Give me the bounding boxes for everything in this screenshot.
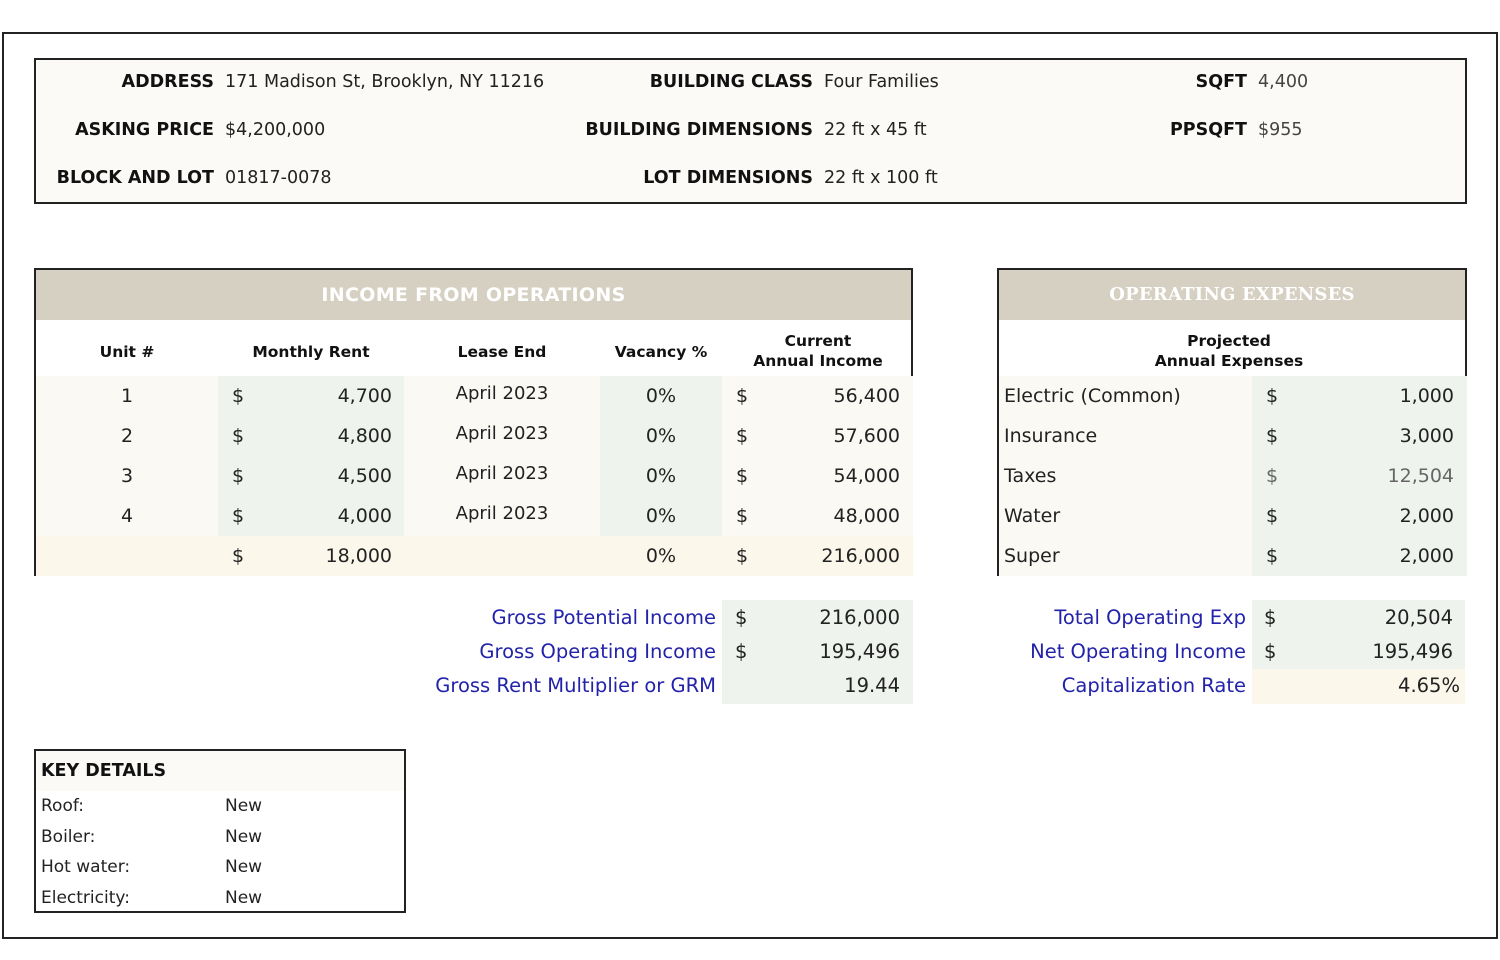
total-annual-value: 216,000 bbox=[821, 545, 900, 567]
total-rent-currency: $ bbox=[232, 545, 245, 567]
expense-currency: $ bbox=[1266, 465, 1279, 487]
expense-currency: $ bbox=[1266, 385, 1279, 407]
income-metric-value: 19.44 bbox=[844, 674, 900, 697]
expenses-table bbox=[997, 268, 1467, 576]
monthly-rent-value: 4,800 bbox=[337, 425, 392, 447]
income-title: INCOME FROM OPERATIONS bbox=[36, 270, 911, 320]
expense-metric-value: 20,504 bbox=[1384, 606, 1453, 629]
sqft-label: SQFT bbox=[1195, 72, 1247, 92]
block-lot-label: BLOCK AND LOT bbox=[56, 168, 214, 188]
annual-income-value: 54,000 bbox=[833, 465, 900, 487]
vacancy-value: 0% bbox=[645, 505, 677, 527]
building-class-label: BUILDING CLASS bbox=[649, 72, 813, 92]
unit-number: 3 bbox=[120, 465, 134, 487]
key-detail-label: Hot water: bbox=[41, 857, 131, 877]
building-dimensions-label: BUILDING DIMENSIONS bbox=[585, 120, 813, 140]
expense-currency: $ bbox=[1266, 425, 1279, 447]
monthly-rent-value: 4,700 bbox=[337, 385, 392, 407]
income-table bbox=[34, 268, 913, 576]
expense-label: Super bbox=[1004, 545, 1060, 567]
key-detail-label: Electricity: bbox=[41, 887, 130, 908]
total-rent-value: 18,000 bbox=[325, 545, 392, 567]
expense-label: Water bbox=[1004, 505, 1061, 527]
col-header-projected-expenses bbox=[1129, 331, 1329, 371]
key-detail-value: New bbox=[225, 796, 263, 816]
address-value: 171 Madison St, Brooklyn, NY 11216 bbox=[225, 72, 545, 92]
address-label: ADDRESS bbox=[121, 72, 214, 92]
income-metric-currency: $ bbox=[735, 606, 748, 629]
monthly-rent-value: 4,500 bbox=[337, 465, 392, 487]
rent-currency: $ bbox=[232, 465, 245, 487]
expense-value: 2,000 bbox=[1399, 545, 1454, 567]
expense-currency: $ bbox=[1266, 545, 1279, 567]
expense-metric-currency: $ bbox=[1264, 640, 1277, 663]
unit-number: 2 bbox=[120, 425, 134, 447]
income-metric-value: 195,496 bbox=[819, 640, 900, 663]
asking-price-label: ASKING PRICE bbox=[75, 120, 214, 140]
vacancy-value: 0% bbox=[645, 465, 677, 487]
annual-currency: $ bbox=[736, 425, 749, 447]
unit-number: 1 bbox=[120, 385, 134, 407]
building-class-value: Four Families bbox=[824, 72, 939, 92]
ppsqft-value: $955 bbox=[1258, 120, 1303, 140]
income-metric-label: Gross Rent Multiplier or GRM bbox=[435, 674, 716, 697]
key-detail-value: New bbox=[225, 887, 263, 908]
monthly-rent-value: 4,000 bbox=[337, 505, 392, 527]
lot-dimensions-label: LOT DIMENSIONS bbox=[643, 168, 813, 188]
expense-value: 2,000 bbox=[1399, 505, 1454, 527]
vacancy-value: 0% bbox=[645, 385, 677, 407]
annual-currency: $ bbox=[736, 465, 749, 487]
expenses-title: OPERATING EXPENSES bbox=[999, 270, 1465, 320]
income-metric-label: Gross Potential Income bbox=[491, 606, 716, 629]
expense-metric-label: Capitalization Rate bbox=[1061, 674, 1246, 697]
expense-label: Taxes bbox=[1004, 465, 1057, 487]
building-dimensions-value: 22 ft x 45 ft bbox=[824, 120, 927, 140]
total-vacancy-value: 0% bbox=[645, 545, 677, 567]
col-header-lease-end: Lease End bbox=[457, 343, 547, 361]
col-header-projected-line2: Annual Expenses bbox=[1154, 352, 1304, 370]
col-header-annual-line1: Current bbox=[784, 332, 852, 350]
expense-label: Insurance bbox=[1004, 425, 1098, 447]
key-details-panel bbox=[34, 749, 406, 913]
total-annual-currency: $ bbox=[736, 545, 749, 567]
lease-end-value: April 2023 bbox=[455, 503, 549, 524]
key-detail-label: Roof: bbox=[41, 796, 84, 816]
sqft-value: 4,400 bbox=[1258, 72, 1309, 92]
expense-metric-label: Net Operating Income bbox=[1030, 640, 1246, 663]
unit-number: 4 bbox=[120, 505, 134, 527]
block-lot-value: 01817-0078 bbox=[225, 168, 332, 188]
lease-end-value: April 2023 bbox=[455, 423, 549, 444]
expense-metric-value: 195,496 bbox=[1372, 640, 1453, 663]
annual-currency: $ bbox=[736, 505, 749, 527]
expense-currency: $ bbox=[1266, 505, 1279, 527]
lot-dimensions-value: 22 ft x 100 ft bbox=[824, 168, 938, 188]
asking-price-value: $4,200,000 bbox=[225, 120, 326, 140]
vacancy-value: 0% bbox=[645, 425, 677, 447]
annual-income-value: 56,400 bbox=[833, 385, 900, 407]
col-header-annual-income bbox=[722, 331, 914, 371]
expense-metric-value: 4.65% bbox=[1398, 674, 1460, 697]
key-detail-row bbox=[36, 822, 404, 852]
ppsqft-label: PPSQFT bbox=[1169, 120, 1247, 140]
col-header-vacancy: Vacancy % bbox=[614, 343, 708, 361]
col-header-monthly-rent: Monthly Rent bbox=[252, 343, 370, 361]
key-detail-label: Boiler: bbox=[41, 826, 96, 847]
property-summary bbox=[34, 58, 1467, 204]
expense-metric-label: Total Operating Exp bbox=[1054, 606, 1246, 629]
key-detail-row bbox=[36, 852, 404, 882]
rent-currency: $ bbox=[232, 385, 245, 407]
col-header-unit: Unit # bbox=[99, 343, 155, 361]
expense-metric-currency: $ bbox=[1264, 606, 1277, 629]
expense-value: 3,000 bbox=[1399, 425, 1454, 447]
expense-value: 12,504 bbox=[1387, 465, 1454, 487]
income-metric-value: 216,000 bbox=[819, 606, 900, 629]
annual-income-value: 57,600 bbox=[833, 425, 900, 447]
col-header-annual-line2: Annual Income bbox=[753, 352, 883, 370]
key-detail-row bbox=[36, 791, 404, 821]
key-details-title: KEY DETAILS bbox=[36, 751, 404, 791]
rent-currency: $ bbox=[232, 425, 245, 447]
income-metric-currency: $ bbox=[735, 640, 748, 663]
annual-income-value: 48,000 bbox=[833, 505, 900, 527]
key-detail-value: New bbox=[225, 857, 263, 877]
rent-currency: $ bbox=[232, 505, 245, 527]
expense-value: 1,000 bbox=[1399, 385, 1454, 407]
income-metric-label: Gross Operating Income bbox=[479, 640, 716, 663]
key-detail-value: New bbox=[225, 826, 263, 847]
lease-end-value: April 2023 bbox=[455, 463, 549, 484]
expense-label: Electric (Common) bbox=[1004, 385, 1181, 407]
col-header-projected-line1: Projected bbox=[1187, 332, 1271, 350]
key-detail-row bbox=[36, 883, 404, 913]
annual-currency: $ bbox=[736, 385, 749, 407]
lease-end-value: April 2023 bbox=[455, 383, 549, 404]
